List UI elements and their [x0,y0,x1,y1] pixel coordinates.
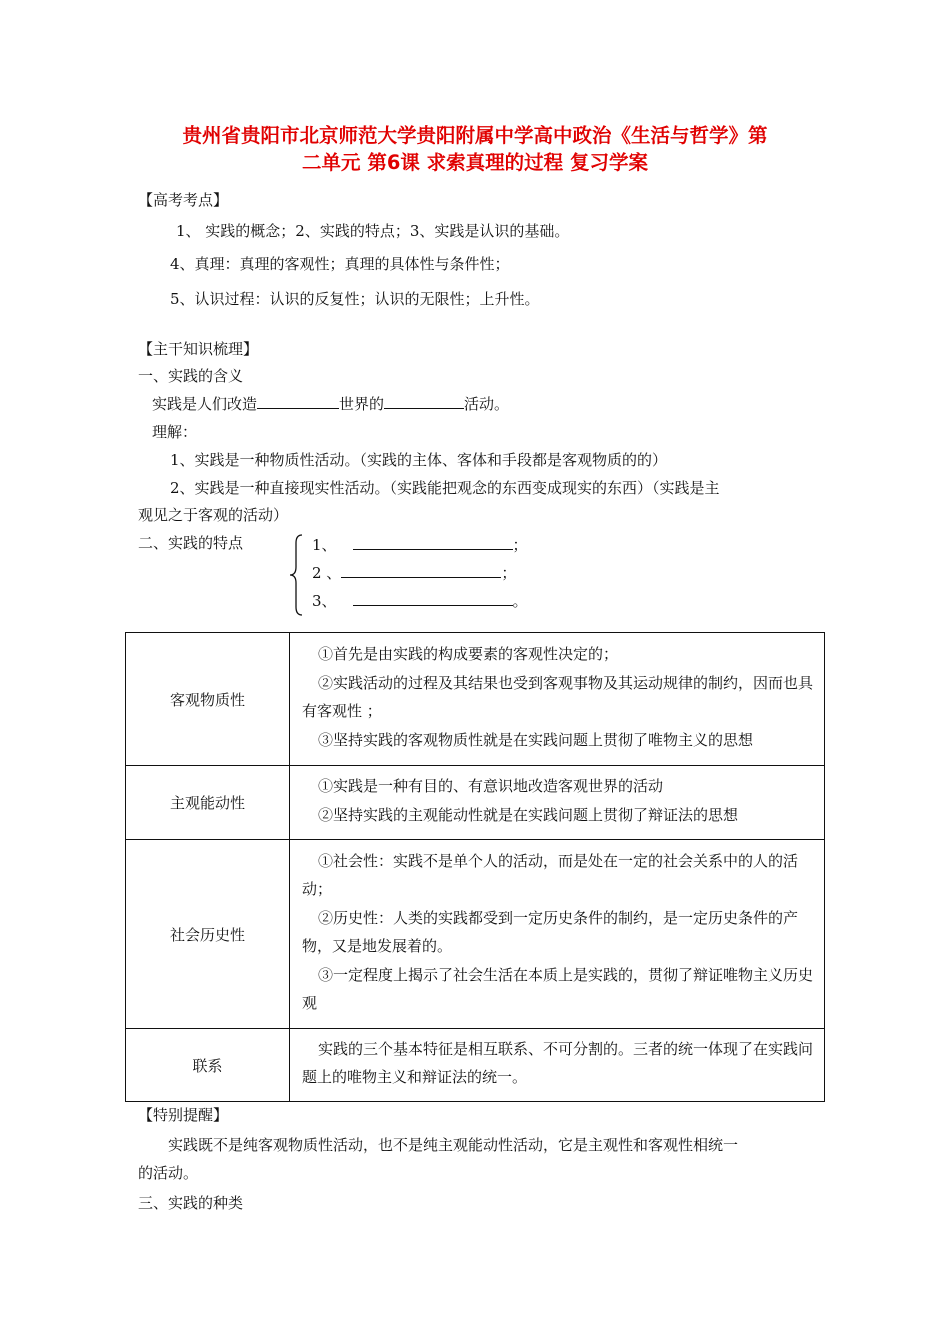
blank-end-mark: ； [501,564,517,582]
content-line: ②历史性：人类的实践都受到一定历史条件的制约，是一定历史条件的产物，又是地发展着的。 [302,908,799,955]
fill-blank[interactable] [341,563,501,578]
row-label: 主观能动性 [126,766,290,840]
feature-blank-row [312,591,528,611]
fill-blank[interactable] [353,591,513,606]
section-2-heading: 二、实践的特点 [138,534,244,552]
title-line-2: 二单元 第6课 求索真理的过程 复习学案 [302,151,648,174]
blank-end-mark: ； [512,536,528,554]
blank-number: 3、 [312,592,337,610]
row-content [290,766,825,840]
section-1-heading: 一、实践的含义 [138,367,244,385]
exam-point-1: 1、 实践的概念；2、实践的特点；3、实践是认识的基础。 [176,222,570,240]
fill-blank[interactable] [353,535,513,550]
definition-part-3: 活动。 [464,395,510,413]
fill-blank[interactable] [257,394,339,409]
row-content [290,633,825,766]
content-line: ②坚持实践的主观能动性就是在实践问题上贯彻了辩证法的思想 [318,805,739,824]
understand-label: 理解： [152,423,198,441]
table-row [126,840,825,1029]
title-line-1: 贵州省贵阳市北京师范大学贵阳附属中学高中政治《生活与哲学》第 [182,124,768,147]
table-row [126,633,825,766]
reminder-heading: 【特别提醒】 [138,1106,229,1124]
row-content [290,840,825,1029]
knowledge-heading: 【主干知识梳理】 [138,340,259,358]
blank-number: 1、 [312,536,337,554]
content-line: ①实践是一种有目的、有意识地改造客观世界的活动 [318,777,664,795]
content-line: 实践的三个基本特征是相互联系、不可分割的。三者的统一体现了在实践问题上的唯物主义和辩证法的统一。 [302,1039,814,1086]
fill-blank[interactable] [384,394,464,409]
row-content [290,1029,825,1102]
feature-blank-row [312,563,516,583]
practice-definition [152,394,509,414]
exam-points-heading: 【高考考点】 [138,191,229,209]
content-line: ③一定程度上揭示了社会生活在本质上是实践的，贯彻了辩证唯物主义历史观 [302,965,814,1012]
definition-part-1: 实践是人们改造 [152,395,258,413]
reminder-line-2: 的活动。 [138,1164,199,1182]
definition-part-2: 世界的 [339,395,385,413]
understand-point-1: 1、实践是一种物质性活动。（实践的主体、客体和手段都是客观物质的的） [170,451,668,469]
left-brace-icon [288,533,304,617]
understand-point-2-line-1: 2、实践是一种直接现实性活动。（实践能把观念的东西变成现实的东西）（实践是主 [170,479,720,497]
exam-point-2: 4、真理：真理的客观性；真理的具体性与条件性； [170,255,510,273]
blank-number: 2 、 [312,564,342,582]
reminder-line-1: 实践既不是纯客观物质性活动，也不是纯主观能动性活动，它是主观性和客观性相统一 [168,1136,739,1154]
row-label: 客观物质性 [126,633,290,766]
feature-blank-row [312,535,528,555]
exam-point-3: 5、认识过程：认识的反复性；认识的无限性；上升性。 [170,290,540,308]
understand-point-2-line-2: 观见之于客观的活动） [138,506,289,524]
content-line: ①社会性：实践不是单个人的活动，而是处在一定的社会关系中的人的活动； [302,851,799,898]
content-line: ③坚持实践的客观物质性就是在实践问题上贯彻了唯物主义的思想 [318,730,754,749]
content-line: ②实践活动的过程及其结果也受到客观事物及其运动规律的制约，因而也具有客观性 ； [302,673,814,720]
table-row [126,1029,825,1102]
row-label: 联系 [126,1029,290,1102]
table-row [126,766,825,840]
section-3-heading: 三、实践的种类 [138,1194,244,1212]
document-title [128,122,822,176]
row-label: 社会历史性 [126,840,290,1029]
content-line: ①首先是由实践的构成要素的客观性决定的； [318,645,619,663]
blank-end-mark: 。 [512,592,528,610]
features-table [125,632,825,1102]
